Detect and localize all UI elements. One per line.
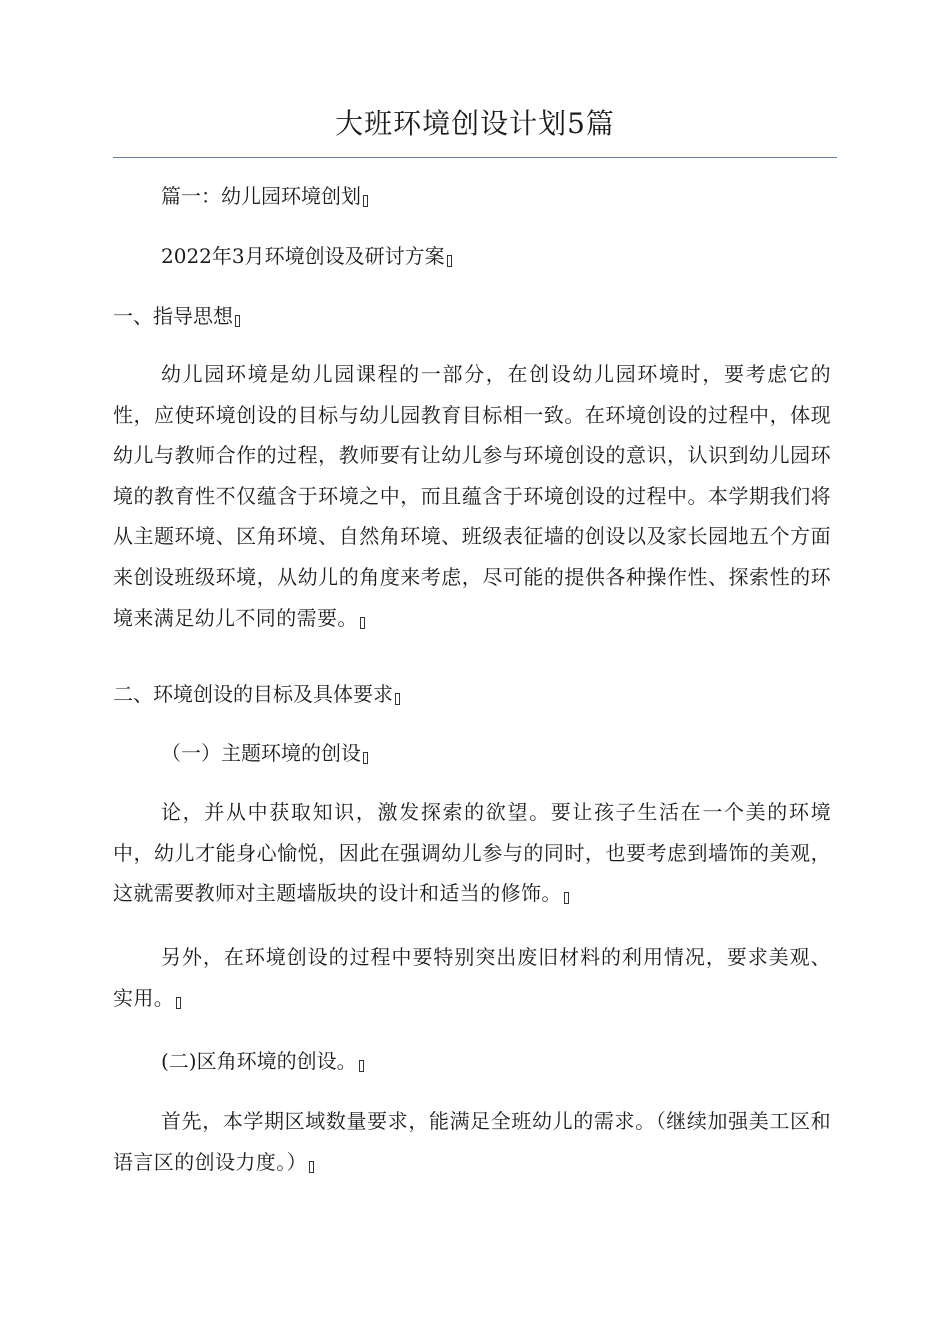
paragraph-4-text: 首先，本学期区域数量要求，能满足全班幼儿的需求。（继续加强美工区和语言区的创设力度。）: [113, 1109, 831, 1174]
subsection-heading-1: [161, 733, 885, 773]
paragraph-mark-icon: [363, 195, 368, 207]
heading-chapter: [161, 176, 837, 216]
document-title: 大班环境创设计划5篇: [335, 107, 615, 140]
section-heading-2: [113, 674, 837, 714]
paragraph-mark-icon: [360, 617, 365, 629]
subsection-heading-1-text: （一）主题环境的创设: [161, 741, 361, 765]
paragraph-1-text: 幼儿园环境是幼儿园课程的一部分，在创设幼儿园环境时，要考虑它的性，应使环境创设的目标与幼儿园教育目标相一致。在环境创设的过程中，体现幼儿与教师合作的过程，教师要有让幼儿参与环境创设的意识，认识到幼儿园环境的教育性不仅蕴含于环境之中，而且蕴含于环境创设的过程中。本学期我们将从主题环境、区角环境、自然角环境、班级表征墙的创设以及家长园地五个方面来创设班级环境，从幼儿的角度来考虑，尽可能的提供各种操作性、探索性的环境来满足幼儿不同的需要。: [113, 362, 831, 630]
section-heading-1-text: 一、指导思想: [113, 304, 233, 328]
heading-plan-text: 2022年3月环境创设及研讨方案: [161, 244, 445, 268]
title-divider: [113, 157, 837, 158]
paragraph-3: [113, 937, 831, 1018]
paragraph-mark-icon: [235, 315, 240, 327]
heading-plan: [161, 236, 837, 276]
paragraph-mark-icon: [363, 752, 368, 764]
paragraph-2: [113, 792, 831, 914]
paragraph-1: [113, 354, 831, 638]
paragraph-mark-icon: [359, 1060, 364, 1072]
heading-chapter-text: 篇一：幼儿园环境创划: [161, 184, 361, 208]
paragraph-mark-icon: [309, 1161, 314, 1173]
subsection-heading-2-text: (二)区角环境的创设。: [161, 1049, 357, 1073]
paragraph-4: [113, 1101, 831, 1182]
subsection-heading-2: [161, 1041, 885, 1081]
section-heading-2-text: 二、环境创设的目标及具体要求: [113, 682, 393, 706]
paragraph-mark-icon: [564, 892, 569, 904]
paragraph-2-text: 论，并从中获取知识，激发探索的欲望。要让孩子生活在一个美的环境中，幼儿才能身心愉悦，因此在强调幼儿参与的同时，也要考虑到墙饰的美观，这就需要教师对主题墙版块的设计和适当的修饰。: [113, 800, 831, 906]
paragraph-3-text: 另外，在环境创设的过程中要特别突出废旧材料的利用情况，要求美观、实用。: [113, 945, 831, 1010]
paragraph-mark-icon: [395, 693, 400, 705]
paragraph-mark-icon: [447, 255, 452, 267]
paragraph-mark-icon: [176, 997, 181, 1009]
section-heading-1: [113, 296, 837, 336]
